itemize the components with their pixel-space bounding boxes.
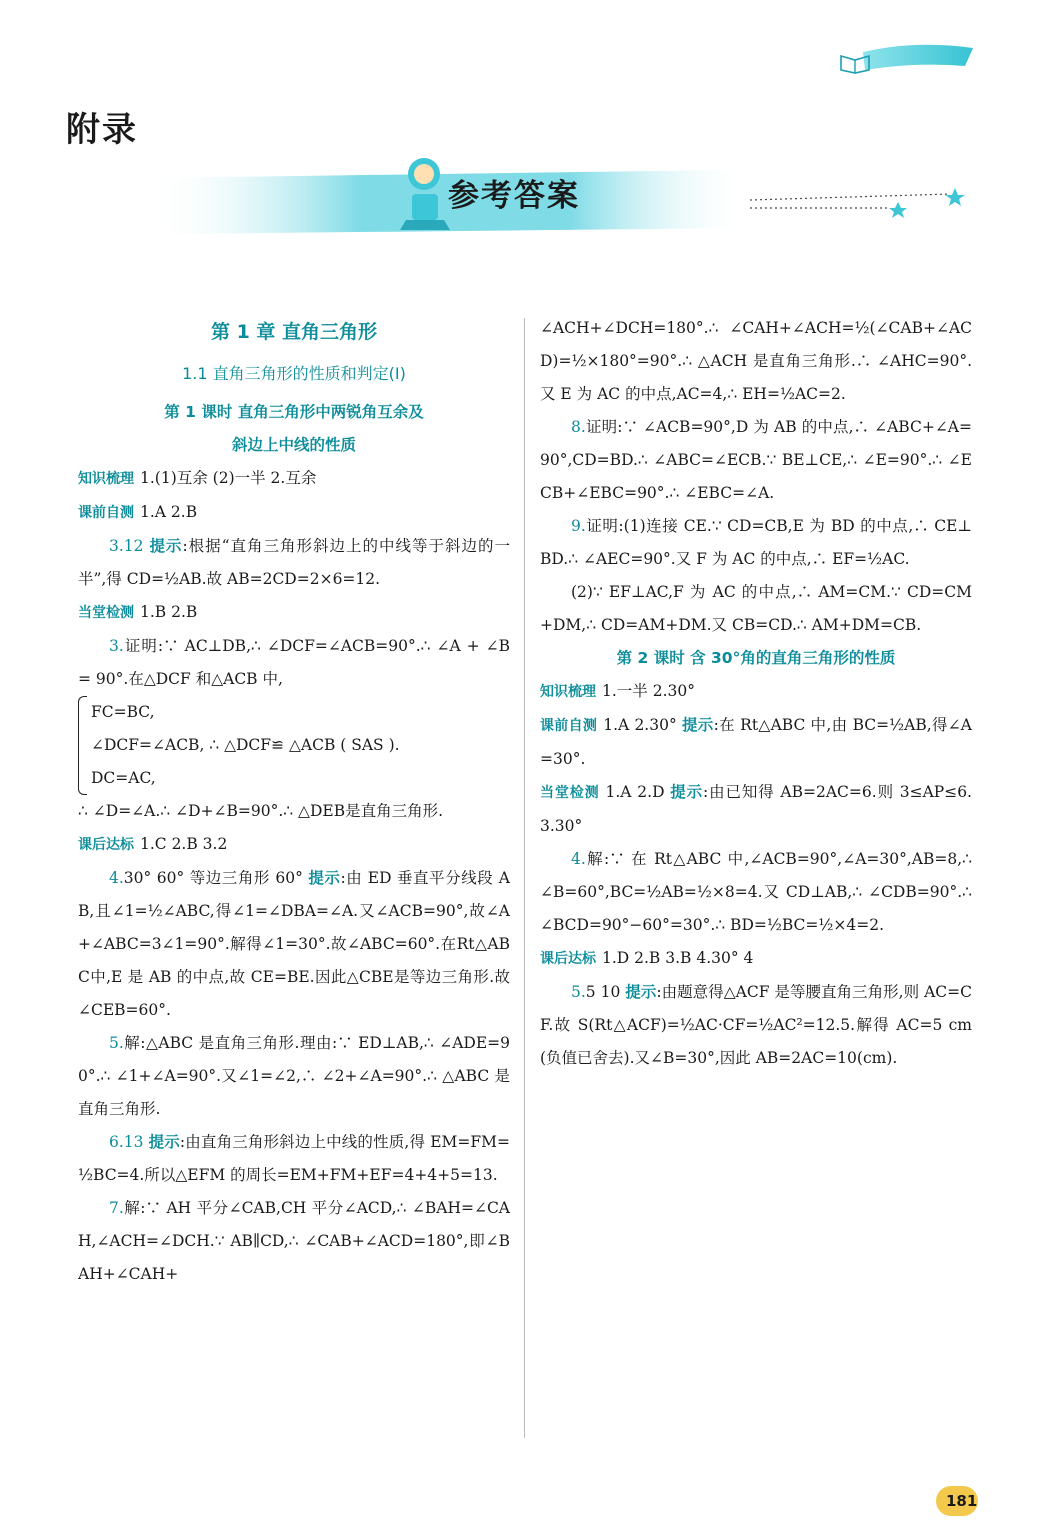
page-number: 181 [946,1492,978,1510]
section-tag: 知识梳理 [540,684,596,700]
answer-item: 知识梳理 1.(1)互余 (2)一半 2.互余 [78,469,317,487]
section-tag: 当堂检测 [78,605,134,621]
left-column [78,312,510,1291]
hint-label: 提示 [670,783,704,801]
section-tag: 知识梳理 [78,471,134,487]
answer-item: 知识梳理 1.一半 2.30° [540,682,695,700]
answer-item: 8.证明:∵ ∠ACB=90°,D 为 AB 的中点,∴ ∠ABC+∠A=90°,CD=BD.∴ ∠ABC=∠ECB.∵ BE⊥CE,∴ ∠E=90°.∴ ∠ECB+∠EBC=90°.∴ ∠EBC=∠A. [540,418,972,502]
lesson-title: 斜边上中线的性质 [231,436,356,454]
answer-item: 当堂检测 1.A 2.D 提示:由已知得 AB=2AC=6.则 3≤AP≤6. 3.30° [540,783,972,835]
hint-label: 提示 [625,983,657,1001]
answer-item: 4.解:∵ 在 Rt△ABC 中,∠ACB=90°,∠A=30°,AB=8,∴ ∠B=60°,BC=½AB=½×8=4.又 CD⊥AB,∴ ∠CDB=90°.∴ ∠BCD=90°−60°=30°.∴ BD=½BC=½×4=2. [540,850,972,934]
section-tag: 课后达标 [540,951,596,967]
chapter-title: 第 1 章 直角三角形 [210,321,378,343]
answer-item: 课后达标 1.D 2.B 3.B 4.30° 4 [540,949,754,967]
answer-item: 9.证明:(1)连接 CE.∵ CD=CB,E 为 BD 的中点,∴ CE⊥BD.∴ ∠AEC=90°.又 F 为 AC 的中点,∴ EF=½AC. [540,517,972,568]
answer-item: 课前自测 1.A 2.30° 提示:在 Rt△ABC 中,由 BC=½AB,得∠A=30°. [540,716,972,768]
book-ribbon-icon [835,36,975,78]
column-divider [524,318,525,1438]
answer-item: 课后达标 1.C 2.B 3.2 [78,835,228,853]
lesson-title: 第 2 课时 含 30°角的直角三角形的性质 [616,649,896,667]
hint-label: 提示 [149,537,183,555]
answer-item: 6.13 提示:由直角三角形斜边上中线的性质,得 EM=FM=½BC=4.所以△EFM 的周长=EM+FM+EF=4+4+5=13. [78,1133,510,1184]
answer-item: 4.30° 60° 等边三角形 60° 提示:由 ED 垂直平分线段 AB,且∠1=½∠ABC,得∠1=∠DBA=∠A.又∠ACB=90°,故∠A+∠ABC=3∠1=90°.解得∠1=30°.故∠ABC=60°.在Rt△ABC中,E 是 AB 的中点,故 CE=BE.因此△CBE是等边三角形.故∠CEB=60°. [78,869,510,1019]
lesson-title: 第 1 课时 直角三角形中两锐角互余及 [164,403,424,421]
star-icon [945,188,965,206]
answer-item: (2)∵ EF⊥AC,F 为 AC 的中点,∴ AM=CM.∵ CD=CM+DM,∴ CD=AM+DM.又 CB=CD.∴ AM+DM=CB. [540,583,972,634]
brace-icon [78,696,87,795]
hint-label: 提示 [308,869,341,887]
answer-item: 当堂检测 1.B 2.B [78,603,198,621]
answer-item: 5.5 10 提示:由题意得△ACF 是等腰直角三角形,则 AC=CF.故 S(Rt△ACF)=½AC·CF=½AC²=12.5.解得 AC=5 cm(负值已舍去).又∠B=30°,因此 AB=2AC=10(cm). [540,983,972,1067]
hint-label: 提示 [681,716,714,734]
right-column [540,312,972,1075]
section-tag: 当堂检测 [540,785,600,801]
section-tag: 课后达标 [78,837,134,853]
answer-item: 7.解:∵ AH 平分∠CAB,CH 平分∠ACD,∴ ∠BAH=∠CAH,∠ACH=∠DCH.∵ AB∥CD,∴ ∠CAB+∠ACD=180°,即∠BAH+∠CAH+ [78,1199,510,1283]
answer-item: 3.12 提示:根据“直角三角形斜边上的中线等于斜边的一半”,得 CD=½AB.故 AB=2CD=2×6=12. [78,537,510,588]
answer-item: 5.解:△ABC 是直角三角形.理由:∵ ED⊥AB,∴ ∠ADE=90°.∴ ∠1+∠A=90°.又∠1=∠2,∴ ∠2+∠A=90°.∴ △ABC 是直角三角形. [78,1034,510,1118]
hint-label: 提示 [148,1133,180,1151]
answer-item: ∴ ∠D=∠A.∴ ∠D+∠B=90°.∴ △DEB是直角三角形. [78,802,444,820]
appendix-title: 附录 [66,110,138,150]
star-icon [889,202,907,218]
section-tag: 课前自测 [540,718,598,734]
brace-system: FC=BC, ∠DCF=∠ACB, ∴ △DCF≌ △ACB ( SAS ). DC=AC, [78,696,510,795]
answer-item: 课前自测 1.A 2.B [78,503,198,521]
answer-item: 3.证明:∵ AC⊥DB,∴ ∠DCF=∠ACB=90°.∴ ∠A + ∠B = 90°.在△DCF 和△ACB 中, [78,637,510,688]
section-title: 1.1 直角三角形的性质和判定(Ⅰ) [182,364,406,383]
answer-item: ∠ACH+∠DCH=180°.∴ ∠CAH+∠ACH=½(∠CAB+∠ACD)=½×180°=90°.∴ △ACH 是直角三角形.∴ ∠AHC=90°.又 E 为 AC 的中点,AC=4,∴ EH=½AC=2. [540,319,972,403]
section-tag: 课前自测 [78,505,134,521]
banner-title: 参考答案 [448,178,580,214]
